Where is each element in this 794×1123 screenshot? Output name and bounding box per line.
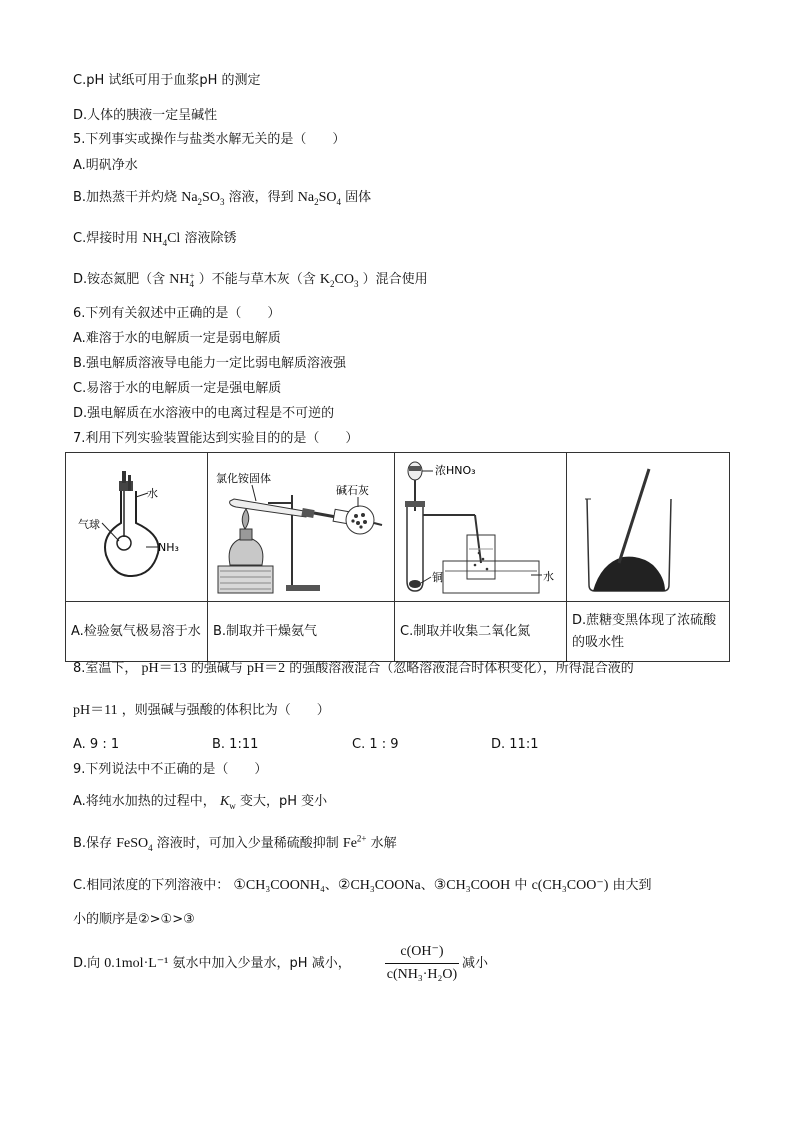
q5-option-d — [73, 271, 428, 289]
q5-option-b-post: 固体 — [345, 190, 372, 205]
q9-d-denominator: c(NH₃·H₂O) — [386, 967, 458, 982]
q9-d-numerator: c(OH⁻) — [400, 944, 444, 959]
label-soda-lime: 碱石灰 — [336, 484, 369, 497]
q5-option-c-post: 溶液除锈 — [184, 231, 237, 246]
q9-option-c-post: 由大到 — [612, 878, 652, 893]
q8-option-a: A. 9 : 1 — [73, 737, 120, 752]
q9-option-a — [73, 793, 327, 811]
q6-option-d: D.强电解质在水溶液中的电离过程是不可逆的 — [73, 406, 335, 421]
q6-option-c: C.易溶于水的电解质一定是强电解质 — [73, 381, 282, 396]
q8-option-d: D. 11:1 — [491, 737, 539, 752]
nh4-ion-formula: NH + 4 — [169, 270, 195, 289]
q8-ph2: pH＝2 — [246, 661, 286, 676]
q9-option-a-post: 变大，pH 变小 — [239, 794, 328, 809]
q9-option-b — [73, 835, 397, 853]
q5-option-d-pre: D.铵态氮肥（含 — [73, 272, 166, 287]
ammonia-generation-figure — [208, 453, 393, 597]
q5-option-d-post: ）混合使用 — [362, 272, 428, 287]
q8-line1-post: 的强酸溶液混合（忽略溶液混合时体积变化），所得混合液的 — [289, 661, 634, 676]
q8-ph13: pH＝13 — [141, 661, 187, 676]
q9-option-c-mid: 中 — [514, 878, 528, 893]
q5-option-c — [73, 230, 236, 248]
feso4-formula: FeSO$_4$ — [116, 836, 153, 853]
q9-c-expression: c(CH₃COO⁻) — [531, 878, 609, 893]
q5-option-b-mid: 溶液，得到 — [228, 190, 294, 205]
kw-symbol: $K_w$ — [219, 794, 236, 811]
label-water: 水 — [147, 487, 158, 500]
q9-option-b-pre: B.保存 — [73, 836, 113, 851]
label-copper: 铜 — [432, 571, 443, 584]
q9-option-d-mid: 氨水中加入少量水，pH 减小， — [172, 956, 351, 971]
q5-option-c-pre: C.焊接时用 — [73, 231, 139, 246]
q9-c-item2: ②CH₃COONa — [337, 878, 421, 893]
caption-c: C.制取并收集二氧化氮 — [395, 602, 567, 662]
q7-apparatus-table — [65, 452, 730, 662]
na2so3-formula: $Na_2SO_3$ — [181, 190, 225, 207]
q7-stem: 7.利用下列实验装置能达到实验目的的是（ ） — [73, 431, 359, 446]
q4-option-c: C.pH 试纸可用于血浆pH 的测定 — [73, 73, 261, 88]
caption-b: B.制取并干燥氨气 — [208, 602, 395, 662]
apparatus-b-cell — [208, 453, 395, 602]
q9-d-concentration: 0.1mol·L⁻¹ — [104, 956, 169, 971]
apparatus-c-cell — [395, 453, 567, 602]
fe2plus-ion: $Fe^{2+}$ — [342, 833, 367, 851]
q9-option-b-mid: 溶液时，可加入少量稀硫酸抑制 — [156, 836, 339, 851]
label-nh4cl-solid: 氯化铵固体 — [216, 472, 271, 485]
label-water-c: 水 — [543, 570, 554, 583]
q6-stem: 6.下列有关叙述中正确的是（ ） — [73, 306, 281, 321]
q9-option-c-line2: 小的顺序是②>①>③ — [73, 912, 195, 927]
no2-collection-figure — [395, 453, 565, 597]
q9-option-c-pre: C.相同浓度的下列溶液中： — [73, 878, 230, 893]
na2so4-formula: $Na_2SO_4$ — [297, 190, 341, 207]
q9-d-fraction — [383, 941, 461, 986]
nh4cl-formula: $NH_4Cl$ — [142, 231, 181, 248]
fountain-flask-figure — [66, 453, 206, 597]
q8-line1-pre: 8.室温下， — [73, 661, 138, 676]
caption-d: D.蔗糖变黑体现了浓硫酸的吸水性 — [567, 602, 730, 662]
label-conc-hno3: 浓HNO₃ — [435, 464, 476, 477]
apparatus-d-cell — [567, 453, 730, 602]
label-balloon: 气球 — [78, 518, 100, 531]
label-nh3: NH₃ — [158, 541, 179, 554]
q9-c-item1: ①CH₃COONH₄ — [233, 878, 325, 893]
q8-option-c: C. 1 : 9 — [352, 737, 399, 752]
q9-option-d-pre: D.向 — [73, 956, 101, 971]
q9-option-c-line1: C.相同浓度的下列溶液中： ①CH₃COONH₄、②CH₃COONa、③CH₃COOH 中 c(CH₃COO⁻) 由大到 — [73, 878, 652, 893]
q5-option-b — [73, 189, 371, 207]
q8-line1-mid: 的强碱与 — [190, 661, 243, 676]
q8-stem-line1 — [73, 660, 634, 678]
q8-ph11: pH＝11 — [73, 703, 118, 718]
q9-option-b-post: 水解 — [370, 836, 397, 851]
q6-option-a: A.难溶于水的电解质一定是弱电解质 — [73, 331, 281, 346]
q9-stem: 9.下列说法中不正确的是（ ） — [73, 762, 268, 777]
q5-option-d-mid: ）不能与草木灰（含 — [198, 272, 316, 287]
q5-option-b-pre: B.加热蒸干并灼烧 — [73, 190, 178, 205]
q8-stem-line2 — [73, 702, 330, 720]
q9-c-item3: ③CH₃COOH — [433, 878, 511, 893]
q4-option-d: D.人体的胰液一定呈碱性 — [73, 108, 218, 123]
q8-line2-post: ，则强碱与强酸的体积比为（ ） — [121, 703, 330, 718]
q6-option-b: B.强电解质溶液导电能力一定比弱电解质溶液强 — [73, 356, 347, 371]
q9-option-a-pre: A.将纯水加热的过程中， — [73, 794, 216, 809]
apparatus-a-cell — [66, 453, 208, 602]
caption-a: A.检验氨气极易溶于水 — [66, 602, 208, 662]
k2co3-formula: $K_2CO_3$ — [319, 272, 359, 289]
sugar-beaker-figure — [567, 453, 727, 597]
q9-option-d — [73, 955, 351, 973]
q5-stem: 5.下列事实或操作与盐类水解无关的是（ ） — [73, 132, 346, 147]
q9-option-d-post: 减小 — [462, 956, 489, 971]
q8-option-b: B. 1:11 — [212, 737, 259, 752]
q5-option-a: A.明矾净水 — [73, 158, 138, 173]
